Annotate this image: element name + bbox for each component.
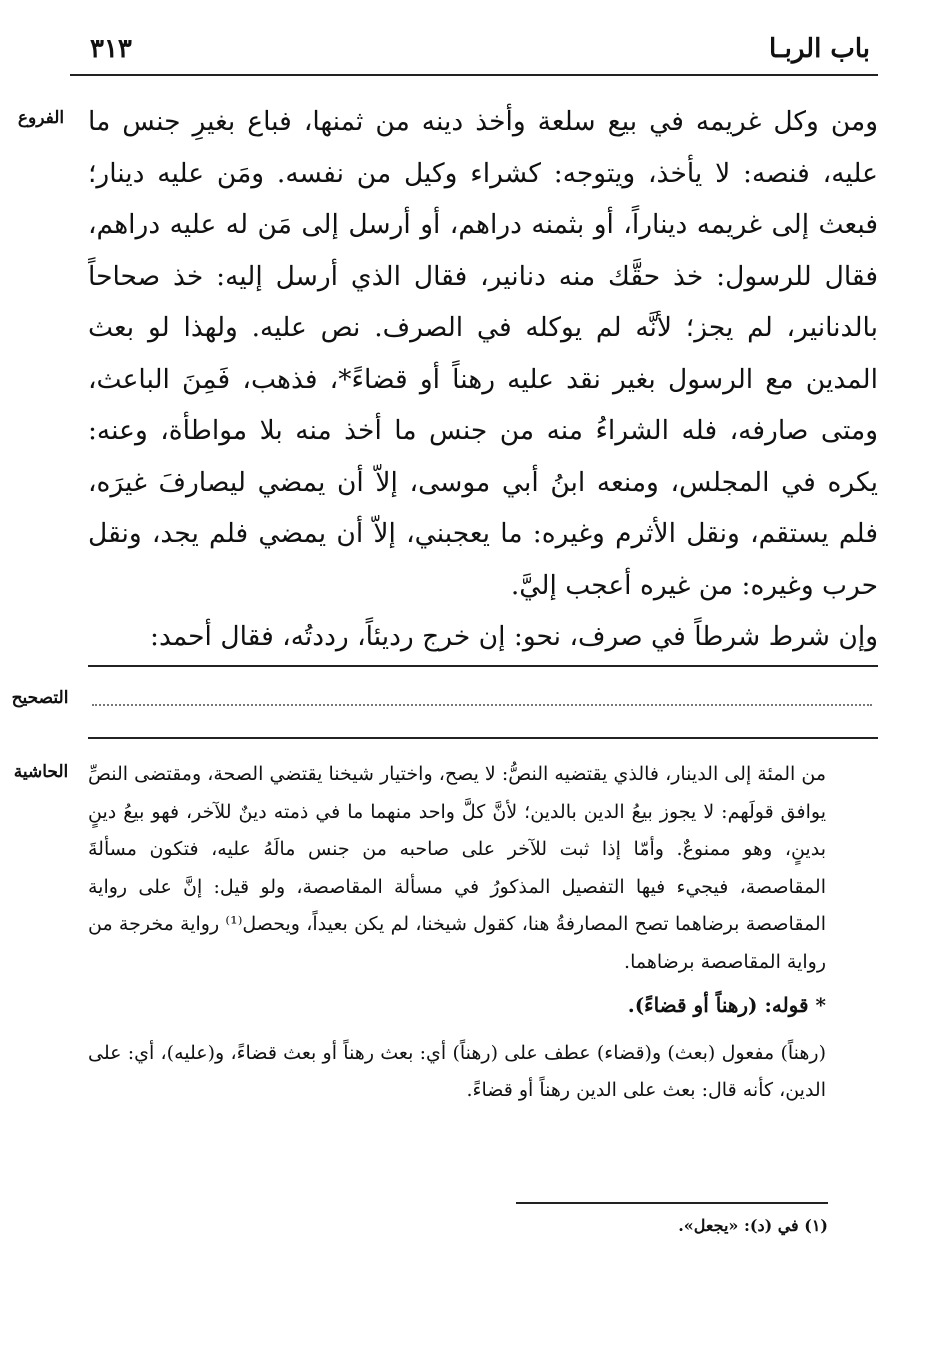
tashih-dotted-line	[92, 704, 872, 706]
label-hashiya: الحاشية	[13, 762, 69, 782]
footnote-rule	[516, 1202, 828, 1204]
footnote: (١) في (د): «يجعل».	[678, 1216, 828, 1235]
header-rule	[70, 74, 878, 76]
hashiya-paragraph: (رهناً) مفعول (بعث) و(قضاء) عطف على (رهناً) أي: بعث رهناً أو بعث قضاءً، و(عليه)، أي: على الدين، كأنه قال: بعث على الدين رهناً أو قضاءً.	[88, 1041, 826, 1101]
chapter-title: باب الربـا	[769, 34, 870, 64]
label-furu: الفروع	[17, 108, 65, 128]
main-paragraph: ومن وكل غريمه في بيع سلعة وأخذ دينه من ثمنها، فباع بغيرِ جنس ما عليه، فنصه: لا يأخذ، ويتوجه: كشراء وكيل من نفسه. ومَن عليه دينار؛ فبعث إلى غريمه ديناراً، أو بثمنه دراهم، أو أرسل إلى مَن له عليه دراهم، فقال للرسول: خذ حقَّك منه دنانير، فقال الذي أرسل إليه: خذ صحاحاً بالدنانير، لم يجز؛ لأنَّه لم يوكله في الصرف. نص عليه. ولهذا لو بعث المدين مع الرسول بغير نقد عليه رهناً أو قضاءً*، فذهب، فَمِنَ الباعث، ومتى صارفه، فله الشراءُ منه من جنس ما أخذ منه بلا مواطأة، وعنه: يكره في المجلس، ومنعه ابنُ أبي موسى، إلاّ أن يمضي ليصارفَ غيرَه، فلم يستقم، ونقل الأثرم وغيره: ما يعجبني، إلاّ أن يمضي فلم يجد، ونقل حرب وغيره: من غيره أعجب إليَّ.	[88, 106, 878, 601]
hashiya-star-heading: * قوله: (رهناً أو قضاءً).	[627, 993, 826, 1017]
section-rule	[88, 665, 878, 667]
hashiya-paragraph: من المئة إلى الدينار، فالذي يقتضيه النصُّ: لا يصح، واختيار شيخنا يقتضي الصحة، ومقتضى النصِّ يوافق قولَهم: لا يجوز بيعُ الدين بالدين؛ لأنَّ كلَّ واحد منهما ما في ذمته دينٌ للآخر، فهو بيعُ دينٍ بدينٍ، وهو ممنوعٌ. وأمّا إذا ثبت للآخر على صاحبه من جنس مالَهُ عليه، فتكون مسألةَ المقاصصة، فيجيء فيها التفصيل المذكورُ في مسألة المقاصصة، ولو قيل: إنَّ على رواية المقاصصة برضاهما تصح المصارفةُ هنا، كقول شيخنا، لم يكن بعيداً، ويحصل⁽¹⁾ رواية مخرجة من رواية المقاصصة برضاهما.	[88, 763, 826, 973]
page-number: ٣١٣	[90, 34, 132, 64]
label-tashih: التصحيح	[11, 688, 69, 708]
main-text-block	[88, 96, 878, 663]
section-rule	[88, 737, 878, 739]
hashiya-text-block	[88, 756, 826, 1110]
running-header	[70, 34, 870, 74]
main-paragraph: وإن شرط شرطاً في صرف، نحو: إن خرج رديئاً، رددتُه، فقال أحمد:	[150, 621, 878, 652]
